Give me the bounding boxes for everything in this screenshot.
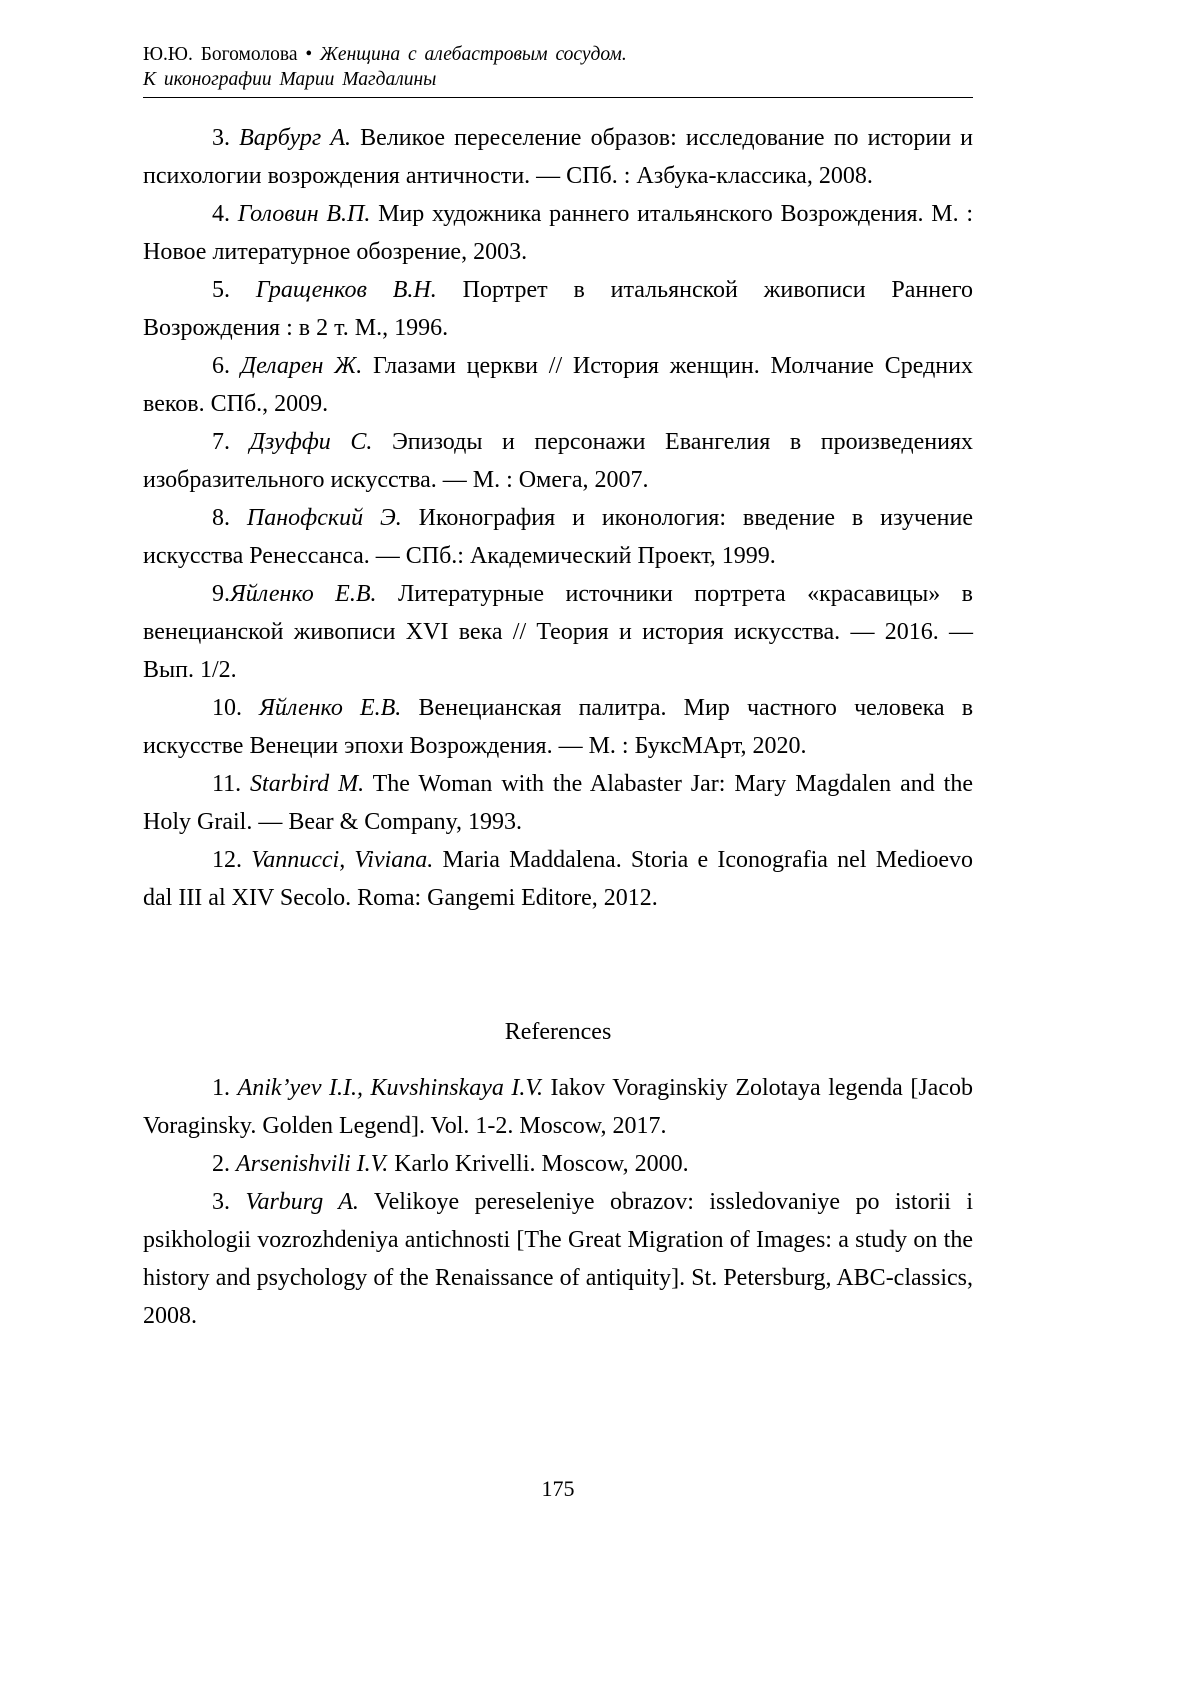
ref-number: 9. bbox=[212, 581, 230, 607]
ref-author: Яйленко Е.В. bbox=[230, 581, 377, 607]
ref-text: Эпизоды и персонажи Евангелия в произведениях изобразительного искусства. — М. : Омега, 2007. bbox=[143, 429, 974, 493]
references-section bbox=[143, 1069, 973, 1335]
ref-number: 3. bbox=[212, 125, 230, 151]
ref-author: Варбург А. bbox=[239, 125, 352, 151]
ref-author: Anik’yev I.I., Kuvshinskaya I.V. bbox=[237, 1075, 543, 1101]
page-number: 175 bbox=[541, 1476, 575, 1501]
reference-item bbox=[143, 1069, 973, 1145]
ref-number: 5. bbox=[212, 277, 230, 303]
content-column bbox=[143, 0, 973, 1335]
ref-author: Starbird M. bbox=[250, 771, 365, 797]
ref-number: 3. bbox=[212, 1189, 230, 1215]
ref-author: Varburg A. bbox=[245, 1189, 359, 1215]
bibliography-item bbox=[143, 195, 973, 271]
ref-text: Maria Maddalena. Storia e Iconografia nel Medioevo dal III al XIV Secolo. Roma: Gangemi Editore, 2012. bbox=[143, 847, 974, 911]
ref-author: Дзуффи С. bbox=[249, 429, 373, 455]
ref-number: 8. bbox=[212, 505, 230, 531]
ref-number: 12. bbox=[212, 847, 242, 873]
bibliography-item bbox=[143, 119, 973, 195]
references-heading: References bbox=[504, 1019, 612, 1045]
ref-text: Глазами церкви // История женщин. Молчание Средних веков. СПб., 2009. bbox=[143, 353, 973, 417]
bibliography-item bbox=[143, 841, 973, 917]
ref-text: Портрет в итальянской живописи Раннего Возрождения : в 2 т. М., 1996. bbox=[143, 277, 974, 341]
bibliography-section bbox=[143, 119, 973, 917]
bibliography-item bbox=[143, 347, 973, 423]
ref-text: Iakov Voraginskiy Zolotaya legenda [Jacob Voraginsky. Golden Legend]. Vol. 1-2. Moscow, 2017. bbox=[143, 1075, 973, 1139]
ref-number: 11. bbox=[212, 771, 242, 797]
header-author: Ю.Ю. Богомолова bbox=[143, 44, 298, 65]
bibliography-item bbox=[143, 271, 973, 347]
ref-text: Литературные источники портрета «красавицы» в венецианской живописи XVI века // Теория и история искусства. — 2016. — Вып. 1/2. bbox=[143, 581, 973, 683]
ref-text: Velikoye pereseleniye obrazov: issledovaniye po istorii i psikhologii vozrozhdeniya antichnosti [The Great Migration of Images: a study on the history and psychology of the Renaissance of antiquity]. St. Petersburg, ABC-classics, 2008. bbox=[143, 1189, 973, 1329]
ref-author: Яйленко Е.В. bbox=[259, 695, 402, 721]
ref-number: 1. bbox=[212, 1075, 230, 1101]
bibliography-item bbox=[143, 499, 973, 575]
reference-item bbox=[143, 1145, 973, 1183]
ref-text: Великое переселение образов: исследование по истории и психологии возрождения античности. — СПб. : Азбука-классика, 2008. bbox=[143, 125, 974, 189]
ref-author: Arsenishvili I.V. bbox=[236, 1151, 389, 1177]
bibliography-item bbox=[143, 423, 973, 499]
ref-text: Венецианская палитра. Мир частного человека в искусстве Венеции эпохи Возрождения. — М. : БуксМАрт, 2020. bbox=[143, 695, 974, 759]
bibliography-item bbox=[143, 765, 973, 841]
ref-text: Мир художника раннего итальянского Возрождения. М. : Новое литературное обозрение, 2003. bbox=[143, 201, 974, 265]
reference-item bbox=[143, 1183, 973, 1335]
ref-text: The Woman with the Alabaster Jar: Mary Magdalen and the Holy Grail. — Bear & Company, 1993. bbox=[143, 771, 973, 835]
ref-text: Иконография и иконология: введение в изучение искусства Ренессанса. — СПб.: Академический Проект, 1999. bbox=[143, 505, 974, 569]
header-bullet: • bbox=[305, 44, 313, 65]
ref-number: 6. bbox=[212, 353, 230, 379]
ref-number: 7. bbox=[212, 429, 230, 455]
header-rule bbox=[143, 97, 973, 98]
ref-author: Головин В.П. bbox=[237, 201, 371, 227]
bibliography-item bbox=[143, 575, 973, 689]
ref-author: Гращенков В.Н. bbox=[255, 277, 437, 303]
header-title: Женщина с алебастровым сосудом. bbox=[320, 44, 627, 65]
header-line1 bbox=[143, 42, 973, 67]
ref-number: 2. bbox=[212, 1151, 230, 1177]
ref-author: Деларен Ж. bbox=[240, 353, 363, 379]
bibliography-item bbox=[143, 689, 973, 765]
header-subtitle: К иконографии Марии Магдалины bbox=[143, 69, 437, 90]
ref-number: 4. bbox=[212, 201, 230, 227]
ref-author: Панофский Э. bbox=[246, 505, 402, 531]
running-header bbox=[143, 0, 973, 98]
ref-text: Karlo Krivelli. Moscow, 2000. bbox=[394, 1151, 689, 1177]
ref-author: Vannucci, Viviana. bbox=[251, 847, 434, 873]
ref-number: 10. bbox=[212, 695, 242, 721]
page-body bbox=[143, 119, 973, 1335]
